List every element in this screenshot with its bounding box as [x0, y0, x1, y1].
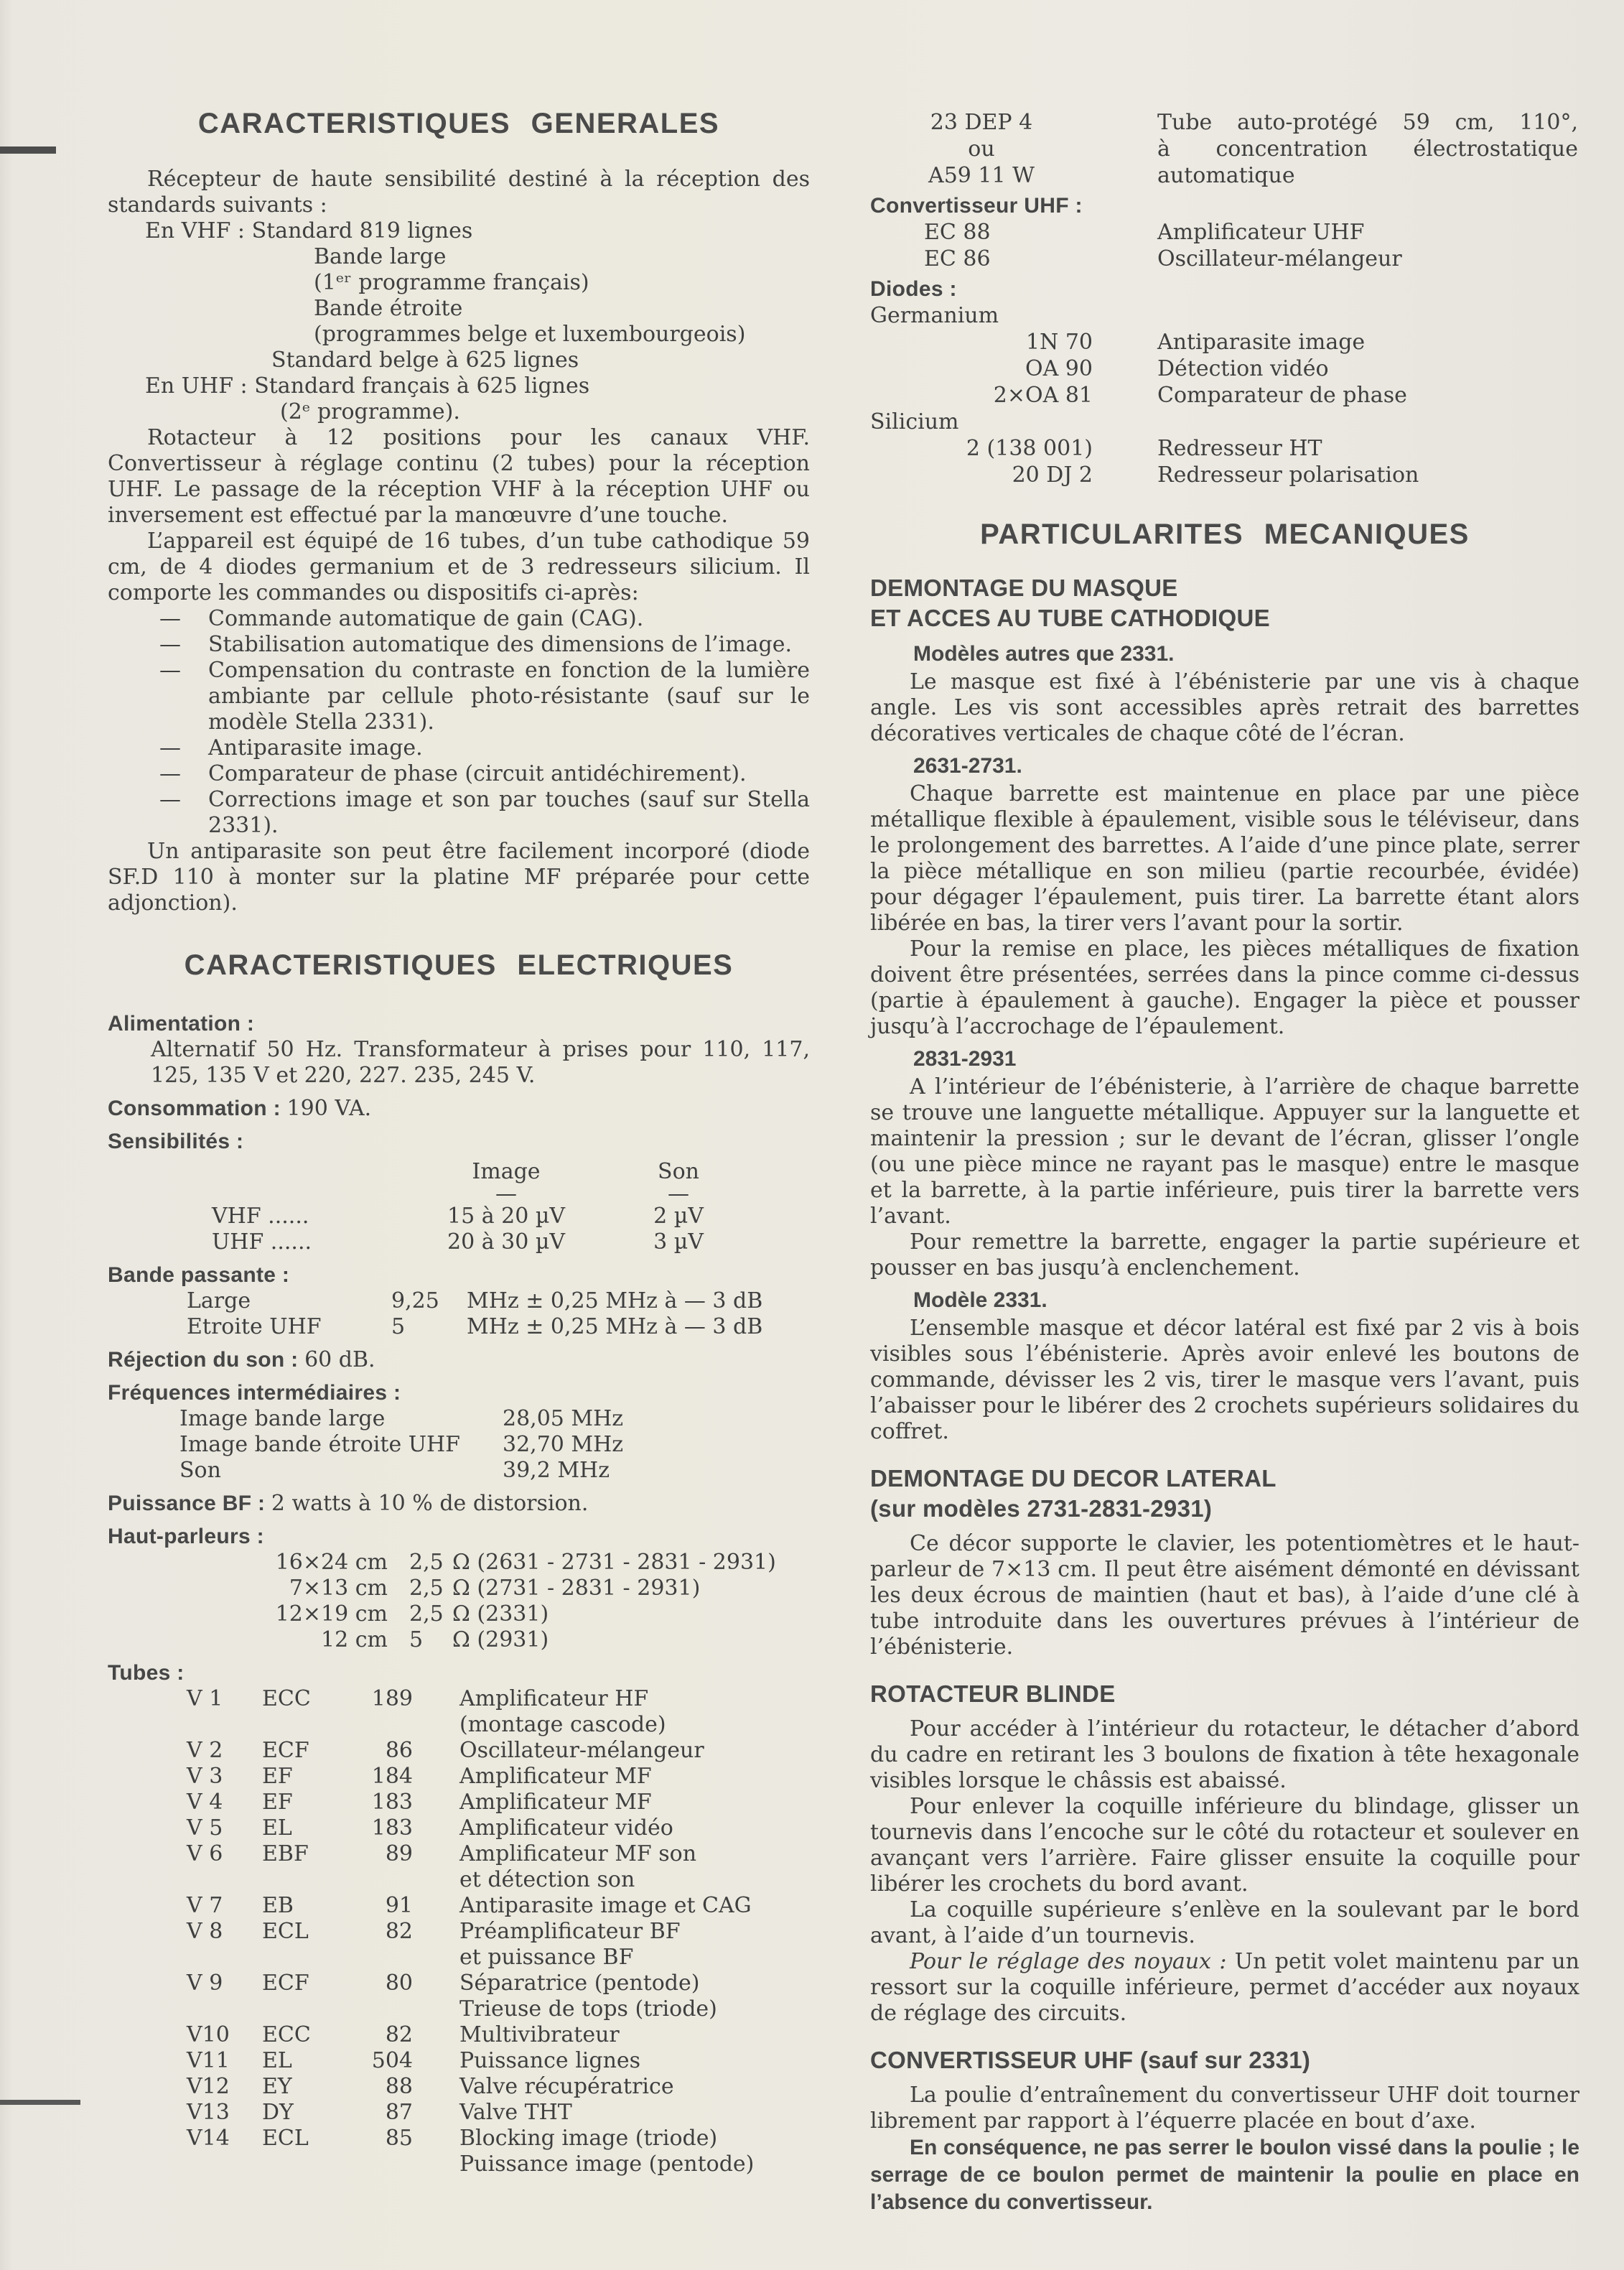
sens-col-image: Image — [472, 1159, 541, 1184]
dash-item: — Antiparasite image. — [159, 735, 423, 760]
germanium-label: Germanium — [870, 303, 999, 328]
standards-line: (programmes belge et luxembourgeois) — [314, 322, 746, 347]
dash-marker: — — [159, 761, 181, 786]
margin-mark-top — [0, 146, 56, 154]
consequence-paragraph-bold: En conséquence, ne pas serrer le boulon vissé dans la poulie ; le serrage de ce boulon permet de maintenir la poulie en place en l’absence du convertisseur. — [870, 2136, 1579, 2214]
heading-demontage-masque: DEMONTAGE DU MASQUE ET ACCES AU TUBE CATHODIQUE — [870, 575, 1270, 631]
crt-tube-block — [870, 109, 1579, 189]
tubes-label: Tubes : — [108, 1661, 185, 1685]
tube-row: V 9 ECF 80 Séparatrice (pentode) Trieuse de tops (triode) — [187, 1971, 717, 2022]
standards-line: En UHF : Standard français à 625 lignes — [145, 373, 590, 399]
dash-item: — Commande automatique de gain (CAG). — [159, 606, 644, 631]
dash-item: — Compensation du contraste en fonction de la lumière ambiante par cellule photo-résistante (sauf sur le modèle Stella 2331). — [159, 658, 810, 735]
rotacteur-paragraph-2: Pour enlever la coquille inférieure du blindage, glisser un tournevis dans l’encoche sur le côté du rotacteur et soulever en avançant vers l’arrière. Faire glisser ensuite la coquille pour libérer les crochets du bord avant. — [870, 1794, 1579, 1897]
standards-line: (2ᵉ programme). — [280, 399, 460, 424]
antiparasite-paragraph: Un antiparasite son peut être facilement incorporé (diode SF.D 110 à monter sur la platine MF préparée pour cette adjonction). — [108, 839, 810, 916]
silicium-label: Silicium — [870, 409, 959, 434]
alimentation-text: Alternatif 50 Hz. Transformateur à prises pour 110, 117, 125, 135 V et 220, 227. 235, 245 V. — [151, 1037, 810, 1088]
standards-line: En VHF : Standard 819 lignes — [145, 218, 473, 243]
ensemble-masque-paragraph: L’ensemble masque et décor latéral est fixé par 2 vis à bois visibles sous l’ébénisterie. Après avoir enlevé les boutons de commande, dévisser les 2 vis, tirer le masque vers l’avant, puis l’abaisser pour le libérer des 2 crochets supérieurs solidaires du coffret. — [870, 1316, 1579, 1444]
diode-row: 1N 70 Antiparasite image — [1025, 330, 1366, 355]
crt-desc-line: à concentration électrostatique — [1157, 136, 1578, 162]
section-title-electriques: CARACTERISTIQUES ELECTRIQUES — [184, 949, 734, 981]
dash-item: — Corrections image et son par touches (sauf sur Stella 2331). — [159, 787, 810, 838]
dash-item: — Stabilisation automatique des dimensions de l’image. — [159, 632, 793, 657]
hautparleurs-label: Haut-parleurs : — [108, 1525, 264, 1548]
heading-2631-2731: 2631-2731. — [913, 754, 1022, 778]
conv-row: EC 86 Oscillateur-mélangeur — [924, 246, 1402, 271]
standards-line: Bande étroite — [314, 296, 463, 321]
diode-row: 20 DJ 2 Redresseur polarisation — [1012, 462, 1419, 488]
heading-rotacteur-blinde: ROTACTEUR BLINDE — [870, 1680, 1116, 1707]
standards-line: (1ᵉʳ programme français) — [314, 270, 589, 295]
tube-row: V 3 EF 184 Amplificateur MF — [187, 1764, 652, 1789]
standards-line: Standard belge à 625 lignes — [271, 348, 579, 373]
dash-marker: — — [159, 735, 181, 760]
diode-row: 2 (138 001) Redresseur HT — [966, 436, 1322, 461]
languette-paragraph-2: Pour remettre la barrette, engager la partie supérieure et pousser en bas jusqu’à enclenchement. — [870, 1229, 1579, 1280]
diode-row: 2×OA 81 Comparateur de phase — [993, 383, 1407, 408]
dash-marker: — — [159, 632, 181, 657]
tube-row: V 7 EB 91 Antiparasite image et CAG — [187, 1893, 752, 1918]
features-dash-list — [108, 606, 810, 839]
consommation-line: Consommation : 190 VA. — [108, 1096, 372, 1121]
rotacteur-paragraph: Rotacteur à 12 positions pour les canaux VHF. Convertisseur à réglage continu (2 tubes) pour la réception UHF. Le passage de la réception VHF à la réception UHF ou inversement est effectué par la manœuvre d’une touche. — [108, 425, 810, 528]
tube-row: V13 DY 87 Valve THT — [187, 2100, 572, 2125]
rotacteur-paragraph-3: La coquille supérieure s’enlève en la soulevant par le bord avant, à l’aide d’un tournevis. — [870, 1897, 1579, 1948]
decor-paragraph: Ce décor supporte le clavier, les potentiomètres et le haut-parleur de 7×13 cm. Il peut être aisément démonté en dévissant les deux écrous de maintien (haut et bas), à l’aide d’une clé à tube introduite dans les ouvertures prévues à l’intérieur de l’ébénisterie. — [870, 1531, 1579, 1660]
reglage-noyaux-paragraph: Pour le réglage des noyaux : Un petit volet maintenu par un ressort sur la coquille inférieure, permet d’accéder aux noyaux de réglage des circuits. — [870, 1949, 1579, 2026]
heading-2831-2931: 2831-2931 — [913, 1047, 1017, 1071]
tube-row: V 6 EBF 89 Amplificateur MF son et détection son — [187, 1841, 697, 1892]
convertisseur-label: Convertisseur UHF : — [870, 194, 1083, 218]
freq-row: Son 39,2 MHz — [179, 1458, 610, 1483]
right-column — [870, 109, 1579, 2216]
heading-convertisseur-uhf: CONVERTISSEUR UHF (sauf sur 2331) — [870, 2047, 1311, 2073]
sens-dash-row: — — — [495, 1181, 689, 1206]
equipement-paragraph: L’appareil est équipé de 16 tubes, d’un tube cathodique 59 cm, de 4 diodes germanium et de 3 redresseurs silicium. Il comporte les commandes ou dispositifs ci-après: — [108, 529, 810, 605]
heading-modele-2331: Modèle 2331. — [913, 1288, 1047, 1312]
intro-paragraph: Récepteur de haute sensibilité destiné à la réception des standards suivants : — [108, 167, 810, 218]
sens-col-son: Son — [658, 1159, 699, 1184]
rotacteur-paragraph-1: Pour accéder à l’intérieur du rotacteur, le détacher d’abord du cadre en retirant les 3 boulons de fixation à tête hexagonale visibles lorsque le châssis est abaissé. — [870, 1716, 1579, 1793]
reglage-noyaux-lead: Pour le réglage des noyaux : — [910, 1949, 1227, 1974]
tube-row: V 4 EF 183 Amplificateur MF — [187, 1790, 652, 1815]
masque-paragraph: Le masque est fixé à l’ébénisterie par une vis à chaque angle. Les vis sont accessibles après retrait des barrettes décoratives verticales de chaque côté de l’écran. — [870, 669, 1579, 746]
heading-modeles-autres: Modèles autres que 2331. — [913, 642, 1175, 666]
tube-row: V11 EL 504 Puissance lignes — [187, 2048, 641, 2073]
hp-row: 12 cm 5 Ω (2931) — [321, 1627, 549, 1652]
margin-mark-bottom — [0, 2100, 80, 2105]
rejection-line: Réjection du son : 60 dB. — [108, 1347, 375, 1372]
tube-row: V 8 ECL 82 Préamplificateur BF et puissance BF — [187, 1919, 681, 1970]
dash-item: — Comparateur de phase (circuit antidéchirement). — [159, 761, 747, 786]
tube-row: V 2 ECF 86 Oscillateur-mélangeur — [187, 1738, 704, 1763]
conv-row: EC 88 Amplificateur UHF — [924, 220, 1365, 245]
sens-row-vhf: VHF ...... 15 à 20 µV 2 µV — [212, 1204, 704, 1229]
dash-marker: — — [159, 787, 181, 812]
bande-passante-label: Bande passante : — [108, 1263, 290, 1287]
freq-row: Image bande étroite UHF 32,70 MHz — [179, 1432, 624, 1457]
crt-id: 23 DEP 4 — [930, 110, 1033, 135]
sens-row-uhf: UHF ...... 20 à 30 µV 3 µV — [212, 1229, 704, 1255]
bande-row: Etroite UHF 5 MHz ± 0,25 MHz à — 3 dB — [187, 1314, 763, 1339]
sens-header-row — [108, 1159, 810, 1185]
diode-row: OA 90 Détection vidéo — [1025, 356, 1329, 381]
dash-marker: — — [159, 658, 181, 683]
bande-row: Large 9,25 MHz ± 0,25 MHz à — 3 dB — [187, 1288, 763, 1313]
hp-row: 16×24 cm 2,5 Ω (2631 - 2731 - 2831 - 2931) — [275, 1550, 776, 1575]
standards-list — [108, 218, 810, 425]
dash-marker: — — [159, 606, 181, 631]
languette-paragraph-1: A l’intérieur de l’ébénisterie, à l’arrière de chaque barrette se trouve une languette métallique. Appuyer sur la languette et maintenir la pression ; sur le devant de l’écran, glisser l’ongle (ou une pièce mince ne rayant pas le masque) entre le masque et la barrette, à la partie inférieure, puis tirer la barrette vers l’avant. — [870, 1074, 1579, 1229]
crt-id: ou — [968, 136, 995, 162]
diodes-label: Diodes : — [870, 277, 957, 301]
standards-line: Bande large — [314, 244, 447, 269]
tube-row: V14 ECL 85 Blocking image (triode) Puissance image (pentode) — [187, 2126, 755, 2177]
tube-row: V12 EY 88 Valve récupératrice — [187, 2074, 674, 2099]
crt-desc-line: automatique — [1157, 163, 1295, 188]
barrette-paragraph-2: Pour la remise en place, les pièces métalliques de fixation doivent être présentées, serrées dans la pince comme ci-dessus (partie à épaulement à gauche). Engager la pièce et pousser jusqu’à l’accrochage de l’épaulement. — [870, 936, 1579, 1039]
poulie-paragraph: La poulie d’entraînement du convertisseur UHF doit tourner librement par rapport à l’équerre placée en bout d’axe. — [870, 2083, 1579, 2134]
tube-row: V 5 EL 183 Amplificateur vidéo — [187, 1815, 673, 1841]
hp-row: 12×19 cm 2,5 Ω (2331) — [275, 1601, 549, 1627]
puissance-line: Puissance BF : 2 watts à 10 % de distorsion. — [108, 1491, 589, 1516]
crt-desc-line: Tube auto-protégé 59 cm, 110°, — [1157, 110, 1578, 135]
alimentation-label: Alimentation : — [108, 1012, 255, 1036]
barrette-paragraph-1: Chaque barrette est maintenue en place par une pièce métallique flexible à épaulement, visible sous le téléviseur, dans le prolongement des barrettes. A l’aide d’une pince plate, serrer la pièce métallique en son milieu (partie recourbée, évidée) pour dégager l’épaulement, puis tirer. La barrette étant alors libérée en bas, la tirer vers l’avant pour la sortir. — [870, 781, 1579, 936]
crt-id: A59 11 W — [928, 163, 1035, 188]
section-title-mecaniques: PARTICULARITES MECANIQUES — [980, 518, 1470, 550]
tube-row: V10 ECC 82 Multivibrateur — [187, 2022, 620, 2047]
sensibilites-label: Sensibilités : — [108, 1130, 244, 1153]
heading-demontage-decor: DEMONTAGE DU DECOR LATERAL (sur modèles 2731-2831-2931) — [870, 1465, 1277, 1522]
frequences-label: Fréquences intermédiaires : — [108, 1381, 401, 1405]
left-column — [108, 106, 810, 2177]
section-title-general: CARACTERISTIQUES GENERALES — [197, 108, 720, 139]
freq-row: Image bande large 28,05 MHz — [179, 1406, 624, 1431]
hp-row: 7×13 cm 2,5 Ω (2731 - 2831 - 2931) — [289, 1576, 701, 1601]
tube-row: V 1 ECC 189 Amplificateur HF (montage cascode) — [187, 1686, 666, 1737]
